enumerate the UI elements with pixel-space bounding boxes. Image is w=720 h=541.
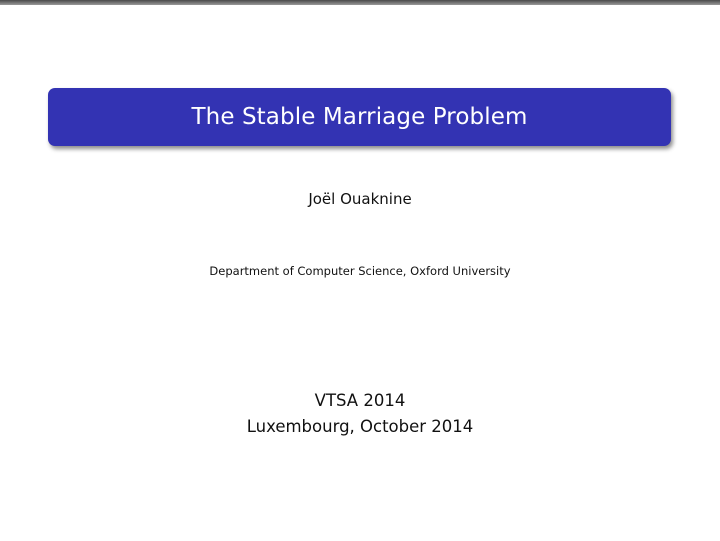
slide-title: The Stable Marriage Problem <box>191 104 528 130</box>
event-date: Luxembourg, October 2014 <box>246 417 474 436</box>
top-border-bar <box>0 0 720 5</box>
institute: Department of Computer Science, Oxford University <box>209 264 511 278</box>
title-box <box>48 88 671 146</box>
event-name: VTSA 2014 <box>314 391 406 410</box>
author-name: Joël Ouaknine <box>308 190 412 208</box>
